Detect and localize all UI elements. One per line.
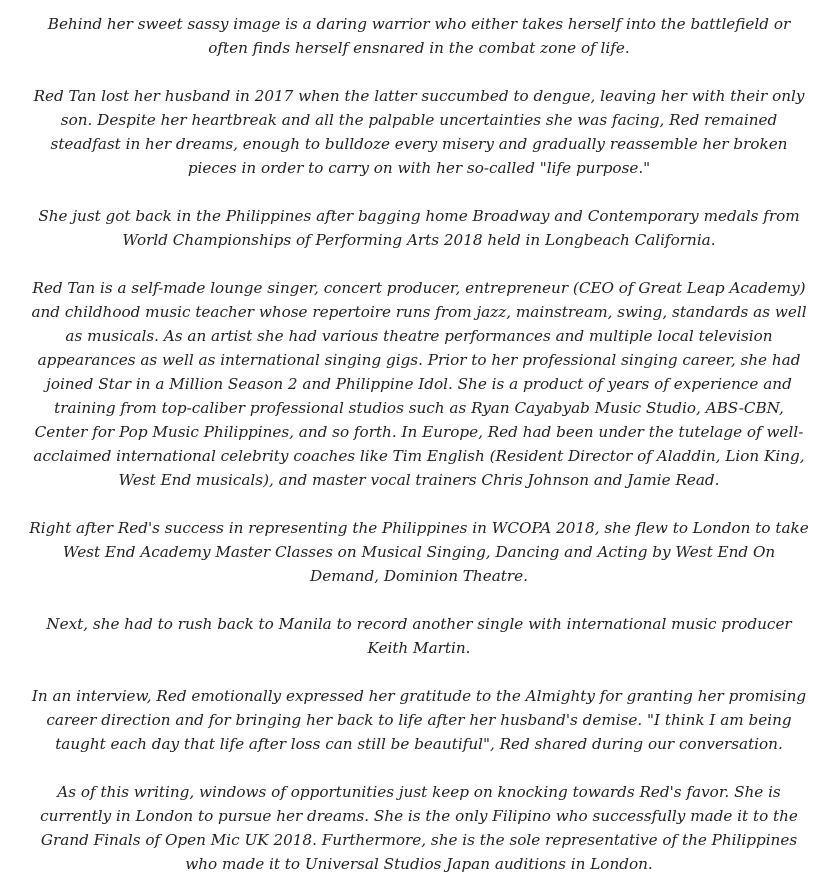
paragraph-manila-recording: Next, she had to rush back to Manila to record another single with international music producer Keith Martin. [46, 615, 792, 657]
paragraph-medals: She just got back in the Philippines after bagging home Broadway and Contemporary medals from World Championships of Performing Arts 2018 held in Longbeach California. [38, 207, 800, 249]
paragraph-career: Red Tan is a self-made lounge singer, concert producer, entrepreneur (CEO of Great Leap Academy) and childhood music teacher whose repertoire runs from jazz, mainstream, swing, standards as well as musicals. As an artist she had various theatre performances and multiple local television appearances as well as international singing gigs. Prior to her professional singing career, she had joined Star in a Million Season 2 and Philippine Idol. She is a product of years of experience and training from top-caliber professional studios such as Ryan Cayabyab Music Studio, ABS-CBN, Center for Pop Music Philippines, and so forth. In Europe, Red had been under the tutelage of well-acclaimed international celebrity coaches like Tim English (Resident Director of Aladdin, Lion King, West End musicals), and master vocal trainers Chris Johnson and Jamie Read. [31, 279, 807, 489]
paragraph-loss: Red Tan lost her husband in 2017 when the latter succumbed to dengue, leaving her with their only son. Despite her heartbreak and all the palpable uncertainties she was facing, Red remained steadfast in her dreams, enough to bulldoze every misery and gradually reassemble her broken pieces in order to carry on with her so-called "life purpose." [33, 87, 805, 177]
paragraph-london-classes: Right after Red's success in representing the Philippines in WCOPA 2018, she flew to London to take West End Academy Master Classes on Musical Singing, Dancing and Acting by West End On Demand, Dominion Theatre. [29, 519, 809, 585]
paragraph-interview: In an interview, Red emotionally expressed her gratitude to the Almighty for granting her promising career direction and for bringing her back to life after her husband's demise. "I think I am being taught each day that life after loss can still be beautiful", Red shared during our conversation. [31, 687, 807, 753]
paragraph-opportunities: As of this writing, windows of opportunities just keep on knocking towards Red's favor. She is currently in London to pursue her dreams. She is the only Filipino who successfully made it to the Grand Finals of Open Mic UK 2018. Furthermore, she is the sole representative of the Philippines who made it to Universal Studios Japan auditions in London. [40, 783, 798, 873]
paragraph-intro: Behind her sweet sassy image is a daring warrior who either takes herself into the battlefield or often finds herself ensnared in the combat zone of life. [47, 15, 791, 57]
